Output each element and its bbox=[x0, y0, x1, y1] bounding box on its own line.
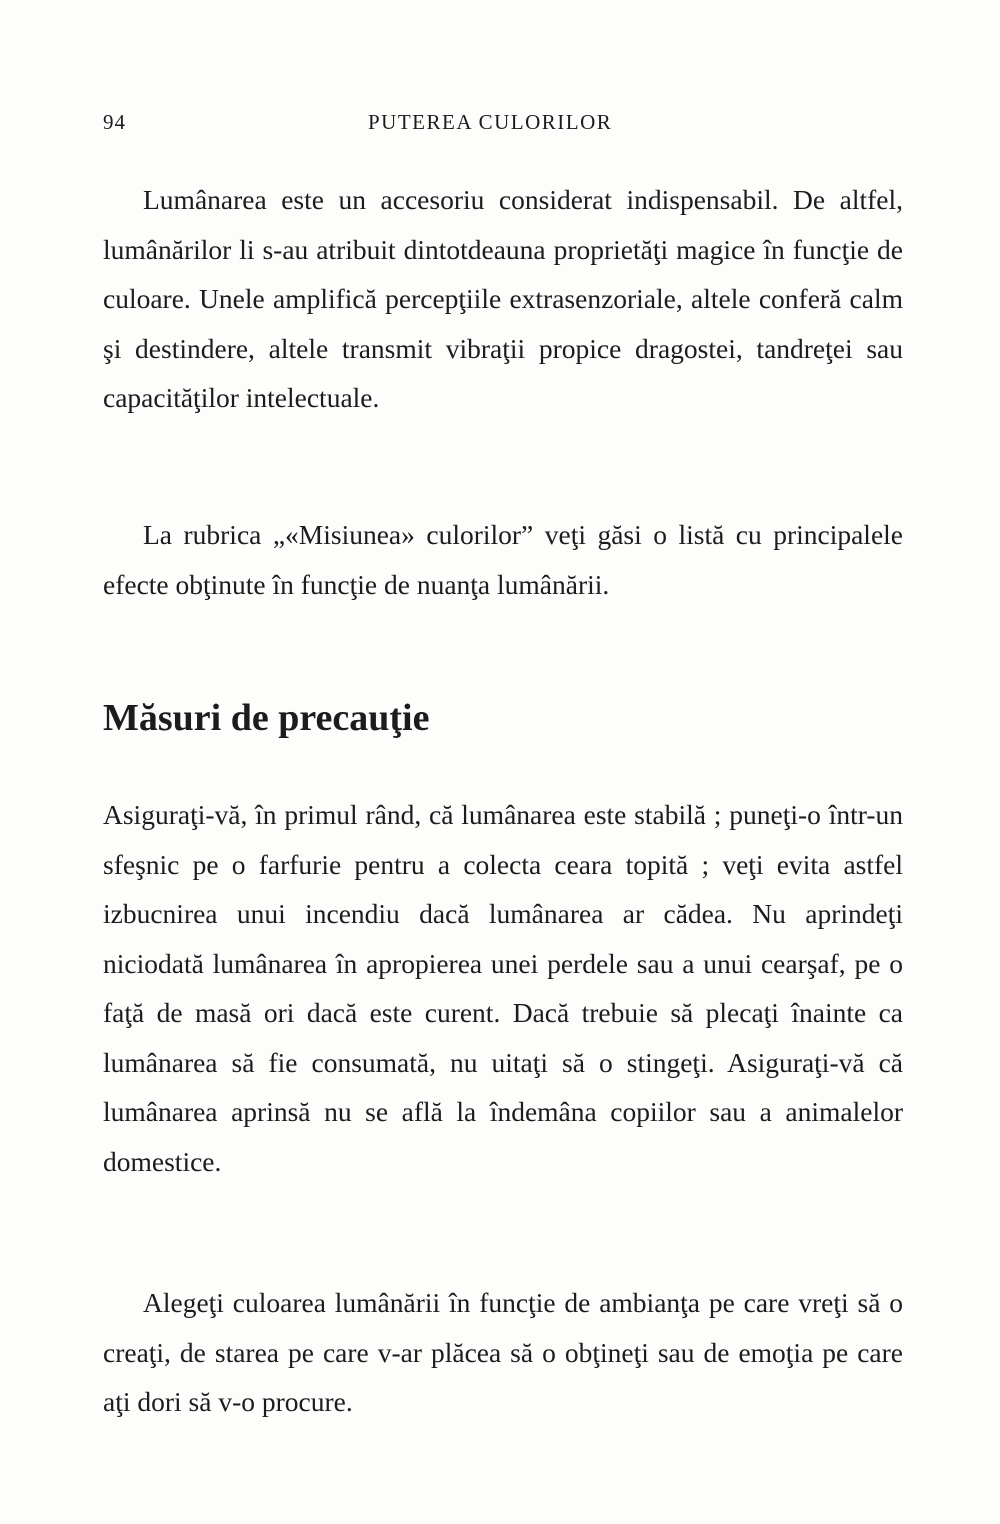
paragraph-candle-accessory: Lumânarea este un accesoriu considerat indispensabil. De altfel, lumânărilor li s-au atribuit dintotdeauna proprietăţi magice în funcţie de culoare. Unele amplifică percepţiile extrasenzoriale, altele conferă calm şi destindere, altele transmit vibraţii propice dragostei, tandreţei sau capacităţilor intelectuale. bbox=[103, 184, 903, 413]
running-head bbox=[103, 110, 905, 140]
paragraph-colors-mission-reference: La rubrica „«Misiunea» culorilor” veţi găsi o listă cu principalele efecte obţinute în funcţie de nuanţa lumânării. bbox=[103, 519, 903, 600]
paragraph-safety-precautions: Asiguraţi-vă, în primul rând, că lumânarea este stabilă ; puneţi-o într-un sfeşnic pe o farfurie pentru a colecta ceara topită ; veţi evita astfel izbucnirea unui incendiu dacă lumânarea ar cădea. Nu aprindeţi niciodată lumânarea în apropierea unei perdele sau a unui cearşaf, pe o faţă de masă ori dacă este curent. Dacă trebuie să plecaţi înainte ca lumânarea să fie consumată, nu uitaţi să o stingeţi. Asiguraţi-vă că lumânarea aprinsă nu se află la îndemâna copiilor sau a animalelor domestice. bbox=[103, 799, 903, 1177]
paragraph-choose-candle-color: Alegeţi culoarea lumânării în funcţie de ambianţa pe care vreţi să o creaţi, de starea pe care v-ar plăcea să o obţineţi sau de emoţia pe care aţi dori să v-o procure. bbox=[103, 1287, 903, 1417]
section-heading: Măsuri de precauţie bbox=[103, 697, 430, 739]
book-title: PUTEREA CULORILOR bbox=[368, 110, 613, 134]
page-number: 94 bbox=[103, 110, 126, 134]
